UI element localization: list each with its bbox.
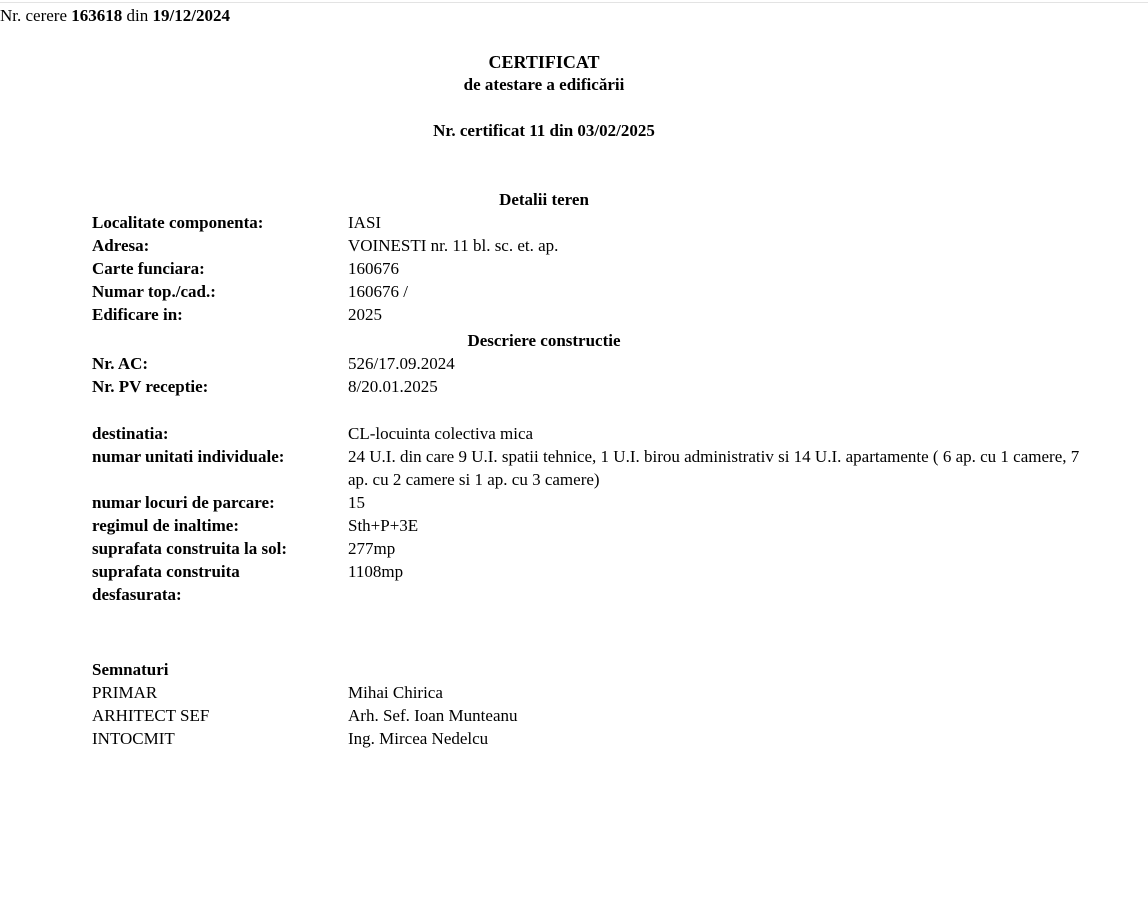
field-label: Numar top./cad.:: [92, 282, 216, 301]
signature-name: Ing. Mircea Nedelcu: [348, 729, 489, 748]
request-line: [0, 6, 230, 26]
certificate-subtitle: de atestare a edificării: [463, 75, 625, 94]
field-value: IASI: [348, 213, 382, 232]
field-label: numar unitati individuale:: [92, 447, 285, 466]
field-value: CL-locuinta colectiva mica: [348, 424, 534, 443]
field-value: 526/17.09.2024: [348, 354, 455, 373]
field-value: 8/20.01.2025: [348, 377, 438, 396]
field-value: 15: [348, 493, 365, 512]
request-prefix: Nr. cerere: [0, 6, 68, 25]
field-value: 160676 /: [348, 282, 408, 301]
field-label: numar locuri de parcare:: [92, 493, 275, 512]
signature-name: Arh. Sef. Ioan Munteanu: [348, 706, 518, 725]
request-number: 163618: [71, 6, 123, 25]
field-value: 160676: [348, 259, 399, 278]
field-value: 2025: [348, 305, 382, 324]
field-label: destinatia:: [92, 424, 169, 443]
request-date: 19/12/2024: [152, 6, 230, 25]
field-value: Sth+P+3E: [348, 516, 419, 535]
signature-role: INTOCMIT: [92, 729, 175, 748]
field-label: regimul de inaltime:: [92, 516, 239, 535]
field-label: Carte funciara:: [92, 259, 205, 278]
semnaturi-heading: Semnaturi: [92, 660, 169, 679]
certificate-title: CERTIFICAT: [488, 52, 600, 72]
field-value: 24 U.I. din care 9 U.I. spatii tehnice, 1 U.I. birou administrativ si 14 U.I. apartamente ( 6 ap. cu 1 camere, 7 ap. cu 2 camere si 1 ap. cu 3 camere): [348, 447, 1080, 489]
field-label: Nr. AC:: [92, 354, 149, 373]
signature-name: Mihai Chirica: [348, 683, 443, 702]
teren-heading: Detalii teren: [499, 190, 589, 209]
field-label: Nr. PV receptie:: [92, 377, 209, 396]
field-value: 1108mp: [348, 562, 404, 581]
field-label: Localitate componenta:: [92, 213, 264, 232]
field-label: suprafata construita desfasurata:: [92, 562, 240, 604]
request-date-prefix: din: [126, 6, 149, 25]
field-label: suprafata construita la sol:: [92, 539, 288, 558]
certificate-number: Nr. certificat 11 din 03/02/2025: [433, 121, 655, 140]
signature-role: ARHITECT SEF: [92, 706, 210, 725]
field-value: 277mp: [348, 539, 396, 558]
top-divider: [0, 2, 1148, 3]
field-value: VOINESTI nr. 11 bl. sc. et. ap.: [348, 236, 559, 255]
signature-role: PRIMAR: [92, 683, 158, 702]
field-label: Edificare in:: [92, 305, 183, 324]
field-label: Adresa:: [92, 236, 150, 255]
constructie-heading: Descriere constructie: [467, 331, 621, 350]
